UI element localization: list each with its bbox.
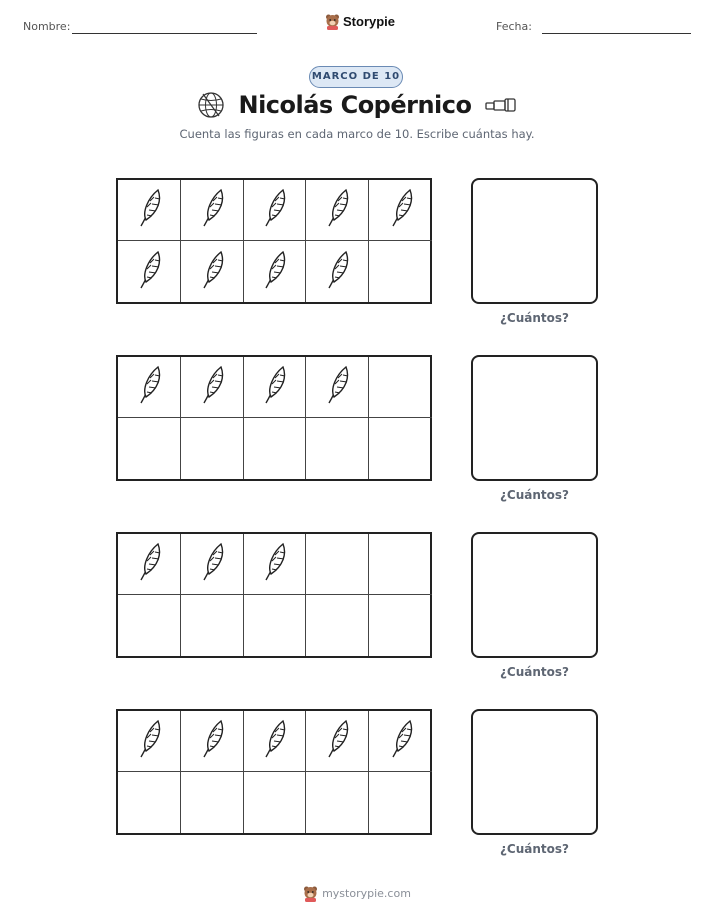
ten-frame-cell: [118, 241, 181, 302]
quill-feather-icon: [322, 363, 352, 411]
globe-icon: [196, 90, 226, 120]
ten-frame-cell: [369, 711, 432, 772]
name-field[interactable]: [72, 33, 257, 34]
ten-frame-cell: [369, 772, 432, 833]
quill-feather-icon: [259, 717, 289, 765]
quill-feather-icon: [259, 186, 289, 234]
ten-frame-cell: [369, 180, 432, 241]
ten-frame-cell: [118, 534, 181, 595]
quill-feather-icon: [259, 540, 289, 588]
quill-feather-icon: [197, 717, 227, 765]
brand-name: Storypie: [343, 14, 396, 29]
instructions: Cuenta las figuras en cada marco de 10. Escribe cuántas hay.: [179, 127, 535, 141]
title-row: [0, 90, 714, 120]
ten-frame-cell: [244, 180, 307, 241]
answer-box[interactable]: [471, 532, 598, 658]
worksheet-type-badge: MARCO DE 10: [309, 66, 403, 88]
ten-frame-cell: [181, 711, 244, 772]
quill-feather-icon: [322, 186, 352, 234]
ten-frame-cell: [306, 534, 369, 595]
quill-feather-icon: [134, 717, 164, 765]
date-label: Fecha:: [496, 20, 532, 33]
ten-frame: [116, 178, 432, 304]
answer-label: ¿Cuántos?: [499, 311, 570, 325]
ten-frame-cell: [369, 357, 432, 418]
ten-frame-cell: [306, 595, 369, 656]
ten-frame-cell: [181, 241, 244, 302]
date-field[interactable]: [542, 33, 691, 34]
ten-frame-cell: [369, 418, 432, 479]
quill-feather-icon: [386, 717, 416, 765]
ten-frame-cell: [181, 772, 244, 833]
ten-frame-cell: [244, 772, 307, 833]
ten-frame-cell: [244, 418, 307, 479]
quill-feather-icon: [322, 717, 352, 765]
ten-frame-cell: [306, 180, 369, 241]
ten-frame-cell: [244, 711, 307, 772]
answer-box[interactable]: [471, 709, 598, 835]
ten-frame: [116, 532, 432, 658]
ten-frame-cell: [244, 241, 307, 302]
quill-feather-icon: [322, 248, 352, 296]
ten-frame-cell: [118, 418, 181, 479]
quill-feather-icon: [134, 363, 164, 411]
ten-frame-cell: [244, 534, 307, 595]
ten-frame-cell: [369, 241, 432, 302]
ten-frame-cell: [244, 595, 307, 656]
brand-logo: [325, 13, 395, 30]
ten-frame-cell: [118, 772, 181, 833]
quill-feather-icon: [134, 540, 164, 588]
ten-frame-cell: [118, 711, 181, 772]
quill-feather-icon: [197, 363, 227, 411]
footer: [0, 885, 714, 902]
answer-label: ¿Cuántos?: [499, 842, 570, 856]
footer-url: mystorypie.com: [322, 887, 411, 900]
ten-frame-cell: [181, 418, 244, 479]
ten-frame: [116, 709, 432, 835]
ten-frame-cell: [181, 595, 244, 656]
answer-box[interactable]: [471, 355, 598, 481]
ten-frame: [116, 355, 432, 481]
bear-mascot-icon: [303, 885, 318, 902]
ten-frame-cell: [369, 534, 432, 595]
quill-feather-icon: [197, 186, 227, 234]
page-title: Nicolás Copérnico: [238, 91, 472, 119]
quill-feather-icon: [134, 186, 164, 234]
answer-box[interactable]: [471, 178, 598, 304]
ten-frame-cell: [306, 772, 369, 833]
ten-frame-cell: [118, 595, 181, 656]
ten-frame-cell: [118, 357, 181, 418]
ten-frame-cell: [181, 534, 244, 595]
ten-frame-cell: [306, 711, 369, 772]
ten-frame-cell: [306, 357, 369, 418]
ten-frame-cell: [118, 180, 181, 241]
answer-label: ¿Cuántos?: [499, 665, 570, 679]
telescope-icon: [484, 95, 518, 115]
ten-frame-cell: [244, 357, 307, 418]
quill-feather-icon: [134, 248, 164, 296]
answer-label: ¿Cuántos?: [499, 488, 570, 502]
ten-frame-cell: [306, 418, 369, 479]
ten-frame-cell: [306, 241, 369, 302]
quill-feather-icon: [259, 248, 289, 296]
ten-frame-cell: [181, 180, 244, 241]
ten-frame-cell: [369, 595, 432, 656]
quill-feather-icon: [197, 540, 227, 588]
ten-frame-cell: [181, 357, 244, 418]
bear-mascot-icon: [325, 13, 340, 30]
quill-feather-icon: [259, 363, 289, 411]
quill-feather-icon: [386, 186, 416, 234]
name-label: Nombre:: [23, 20, 71, 33]
quill-feather-icon: [197, 248, 227, 296]
